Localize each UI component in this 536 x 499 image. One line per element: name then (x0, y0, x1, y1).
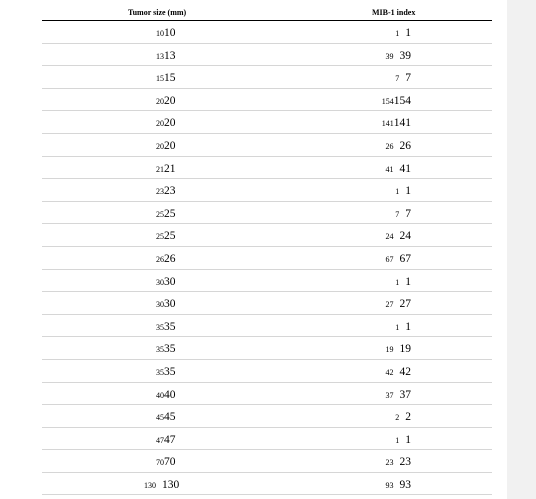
tumor-size-large: 45 (164, 411, 176, 424)
cell-mib1-index (295, 450, 492, 472)
cell-mib1-index (295, 383, 492, 405)
tumor-size-large: 15 (164, 72, 176, 85)
tumor-size-small: 30 (156, 300, 164, 310)
table-row (42, 224, 492, 247)
cell-mib1-index (295, 270, 492, 292)
cell-mib1-index (295, 21, 492, 43)
table-row (42, 315, 492, 338)
data-table (42, 6, 492, 495)
mib1-index-small: 24 (385, 232, 394, 242)
mib1-index-large: 41 (399, 162, 411, 175)
cell-mib1-index (295, 202, 492, 224)
mib1-index-large: 93 (399, 478, 411, 491)
tumor-size-value (156, 139, 176, 153)
mib1-index-large: 154 (393, 94, 411, 107)
tumor-size-small: 130 (144, 480, 156, 490)
mib1-index-value (386, 229, 412, 243)
mib1-index-value (395, 410, 411, 424)
mib1-index-large: 42 (399, 365, 411, 378)
tumor-size-value (156, 49, 176, 63)
tumor-size-large: 23 (164, 185, 176, 198)
header-mib1-index: MIB-1 index (372, 8, 416, 17)
table-header (42, 6, 492, 21)
mib1-index-large: 1 (405, 27, 411, 39)
mib1-index-small: 7 (395, 74, 400, 84)
cell-tumor-size (42, 247, 295, 269)
mib1-index-value (386, 252, 412, 266)
tumor-size-large: 35 (164, 320, 176, 333)
mib1-index-value (386, 297, 412, 311)
table-row (42, 473, 492, 496)
mib1-index-value (395, 71, 411, 85)
cell-tumor-size (42, 383, 295, 405)
cell-tumor-size (42, 292, 295, 314)
tumor-size-value (156, 433, 176, 447)
tumor-size-value (156, 388, 176, 402)
mib1-index-value (386, 49, 412, 63)
mib1-index-value (395, 320, 411, 334)
table-row (42, 292, 492, 315)
cell-tumor-size (42, 44, 295, 66)
mib1-index-large: 26 (399, 139, 411, 152)
mib1-index-small: 23 (385, 458, 394, 468)
cell-tumor-size (42, 21, 295, 43)
mib1-index-large: 27 (399, 298, 411, 311)
tumor-size-small: 35 (156, 322, 164, 332)
tumor-size-small: 45 (156, 413, 164, 423)
mib1-index-small: 19 (385, 345, 394, 355)
tumor-size-value (156, 162, 176, 176)
table-row (42, 383, 492, 406)
mib1-index-small: 1 (395, 277, 400, 287)
table-row (42, 270, 492, 293)
cell-mib1-index (295, 89, 492, 111)
tumor-size-large: 35 (164, 365, 176, 378)
mib1-index-large: 7 (405, 207, 411, 220)
tumor-size-small: 30 (156, 277, 164, 287)
tumor-size-small: 70 (156, 458, 164, 468)
cell-tumor-size (42, 157, 295, 179)
mib1-index-large: 37 (399, 388, 411, 401)
tumor-size-value (156, 320, 176, 334)
cell-tumor-size (42, 270, 295, 292)
mib1-index-small: 154 (381, 96, 394, 106)
mib1-index-small: 41 (385, 164, 394, 174)
tumor-size-large: 26 (164, 252, 176, 265)
tumor-size-small: 35 (156, 345, 164, 355)
page-margin-strip (507, 0, 536, 499)
tumor-size-large: 35 (164, 343, 176, 356)
mib1-index-value (395, 26, 411, 40)
mib1-index-small: 1 (395, 322, 400, 332)
tumor-size-value (156, 455, 176, 469)
mib1-index-large: 67 (399, 252, 411, 265)
cell-tumor-size (42, 428, 295, 450)
mib1-index-value (386, 365, 412, 379)
cell-tumor-size (42, 405, 295, 427)
tumor-size-small: 47 (156, 435, 164, 445)
mib1-index-large: 39 (399, 49, 411, 62)
cell-mib1-index (295, 44, 492, 66)
mib1-index-large: 7 (405, 72, 411, 85)
mib1-index-value (386, 455, 412, 469)
cell-mib1-index (295, 428, 492, 450)
tumor-size-small: 10 (156, 29, 164, 38)
mib1-index-small: 27 (385, 300, 394, 310)
cell-tumor-size (42, 89, 295, 111)
mib1-index-large: 1 (405, 320, 411, 333)
table-row (42, 66, 492, 89)
tumor-size-large: 20 (164, 117, 176, 130)
cell-mib1-index (295, 179, 492, 201)
tumor-size-large: 130 (162, 478, 180, 491)
tumor-size-small: 25 (156, 232, 164, 242)
mib1-index-large: 141 (393, 117, 411, 130)
table-row (42, 247, 492, 270)
mib1-index-value (395, 207, 411, 221)
table-row (42, 202, 492, 225)
mib1-index-value (395, 184, 411, 198)
cell-tumor-size (42, 450, 295, 472)
cell-tumor-size (42, 473, 295, 495)
tumor-size-value (156, 342, 176, 356)
tumor-size-value (156, 410, 176, 424)
mib1-index-small: 26 (385, 141, 394, 151)
table-row (42, 360, 492, 383)
mib1-index-large: 2 (405, 411, 411, 424)
tumor-size-small: 20 (156, 141, 164, 151)
tumor-size-large: 13 (164, 49, 176, 62)
table-row (42, 89, 492, 112)
tumor-size-small: 21 (156, 164, 164, 174)
tumor-size-large: 40 (164, 388, 176, 401)
mib1-index-small: 141 (381, 119, 394, 129)
mib1-index-value (386, 388, 412, 402)
cell-mib1-index (295, 134, 492, 156)
cell-mib1-index (295, 157, 492, 179)
tumor-size-small: 23 (156, 187, 164, 197)
mib1-index-value (386, 139, 412, 153)
cell-mib1-index (295, 315, 492, 337)
tumor-size-small: 40 (156, 390, 164, 400)
mib1-index-small: 2 (395, 413, 400, 423)
cell-mib1-index (295, 224, 492, 246)
tumor-size-large: 47 (164, 433, 176, 446)
table-row (42, 111, 492, 134)
tumor-size-large: 70 (164, 456, 176, 469)
mib1-index-large: 24 (399, 230, 411, 243)
mib1-index-value (395, 275, 411, 289)
tumor-size-value (156, 71, 176, 85)
tumor-size-value (156, 116, 176, 130)
table-row (42, 337, 492, 360)
cell-mib1-index (295, 360, 492, 382)
tumor-size-value (156, 94, 176, 108)
table-row (42, 179, 492, 202)
tumor-size-small: 15 (156, 74, 164, 84)
table-row (42, 450, 492, 473)
tumor-size-large: 21 (164, 162, 176, 175)
mib1-index-large: 23 (399, 456, 411, 469)
mib1-index-small: 39 (385, 51, 394, 61)
table-row (42, 44, 492, 67)
tumor-size-small: 25 (156, 209, 164, 219)
mib1-index-value (382, 116, 411, 130)
mib1-index-small: 93 (385, 480, 394, 490)
tumor-size-small: 20 (156, 119, 164, 129)
tumor-size-value (156, 26, 176, 40)
cell-tumor-size (42, 315, 295, 337)
table-row (42, 21, 492, 44)
cell-mib1-index (295, 337, 492, 359)
tumor-size-value (156, 275, 176, 289)
cell-tumor-size (42, 337, 295, 359)
table-row (42, 157, 492, 180)
tumor-size-small: 26 (156, 254, 164, 264)
mib1-index-value (386, 342, 412, 356)
tumor-size-value (156, 184, 176, 198)
cell-tumor-size (42, 360, 295, 382)
cell-tumor-size (42, 134, 295, 156)
cell-tumor-size (42, 111, 295, 133)
mib1-index-large: 1 (405, 275, 411, 288)
cell-mib1-index (295, 111, 492, 133)
cell-mib1-index (295, 247, 492, 269)
mib1-index-small: 1 (395, 187, 400, 197)
tumor-size-large: 30 (164, 298, 176, 311)
mib1-index-small: 7 (395, 209, 400, 219)
table-row (42, 405, 492, 428)
mib1-index-small: 1 (395, 29, 400, 38)
header-tumor-size: Tumor size (mm) (128, 8, 187, 17)
cell-tumor-size (42, 224, 295, 246)
mib1-index-large: 1 (405, 433, 411, 446)
tumor-size-value (156, 207, 176, 221)
mib1-index-value (395, 433, 411, 447)
cell-mib1-index (295, 66, 492, 88)
table-row (42, 428, 492, 451)
tumor-size-large: 10 (164, 27, 176, 39)
mib1-index-value (382, 94, 411, 108)
tumor-size-large: 20 (164, 139, 176, 152)
tumor-size-small: 20 (156, 96, 164, 106)
tumor-size-value (144, 478, 179, 492)
tumor-size-value (156, 297, 176, 311)
mib1-index-small: 42 (385, 367, 394, 377)
table-body (42, 21, 492, 495)
cell-tumor-size (42, 66, 295, 88)
tumor-size-large: 20 (164, 94, 176, 107)
cell-tumor-size (42, 202, 295, 224)
table-row (42, 134, 492, 157)
cell-mib1-index (295, 292, 492, 314)
mib1-index-large: 1 (405, 185, 411, 198)
tumor-size-value (156, 229, 176, 243)
mib1-index-value (386, 162, 412, 176)
tumor-size-large: 25 (164, 230, 176, 243)
tumor-size-small: 13 (156, 51, 164, 61)
tumor-size-large: 25 (164, 207, 176, 220)
tumor-size-value (156, 365, 176, 379)
cell-mib1-index (295, 405, 492, 427)
tumor-size-small: 35 (156, 367, 164, 377)
tumor-size-value (156, 252, 176, 266)
cell-mib1-index (295, 473, 492, 495)
mib1-index-small: 37 (385, 390, 394, 400)
mib1-index-large: 19 (399, 343, 411, 356)
cell-tumor-size (42, 179, 295, 201)
mib1-index-small: 67 (385, 254, 394, 264)
mib1-index-value (386, 478, 412, 492)
mib1-index-small: 1 (395, 435, 400, 445)
tumor-size-large: 30 (164, 275, 176, 288)
